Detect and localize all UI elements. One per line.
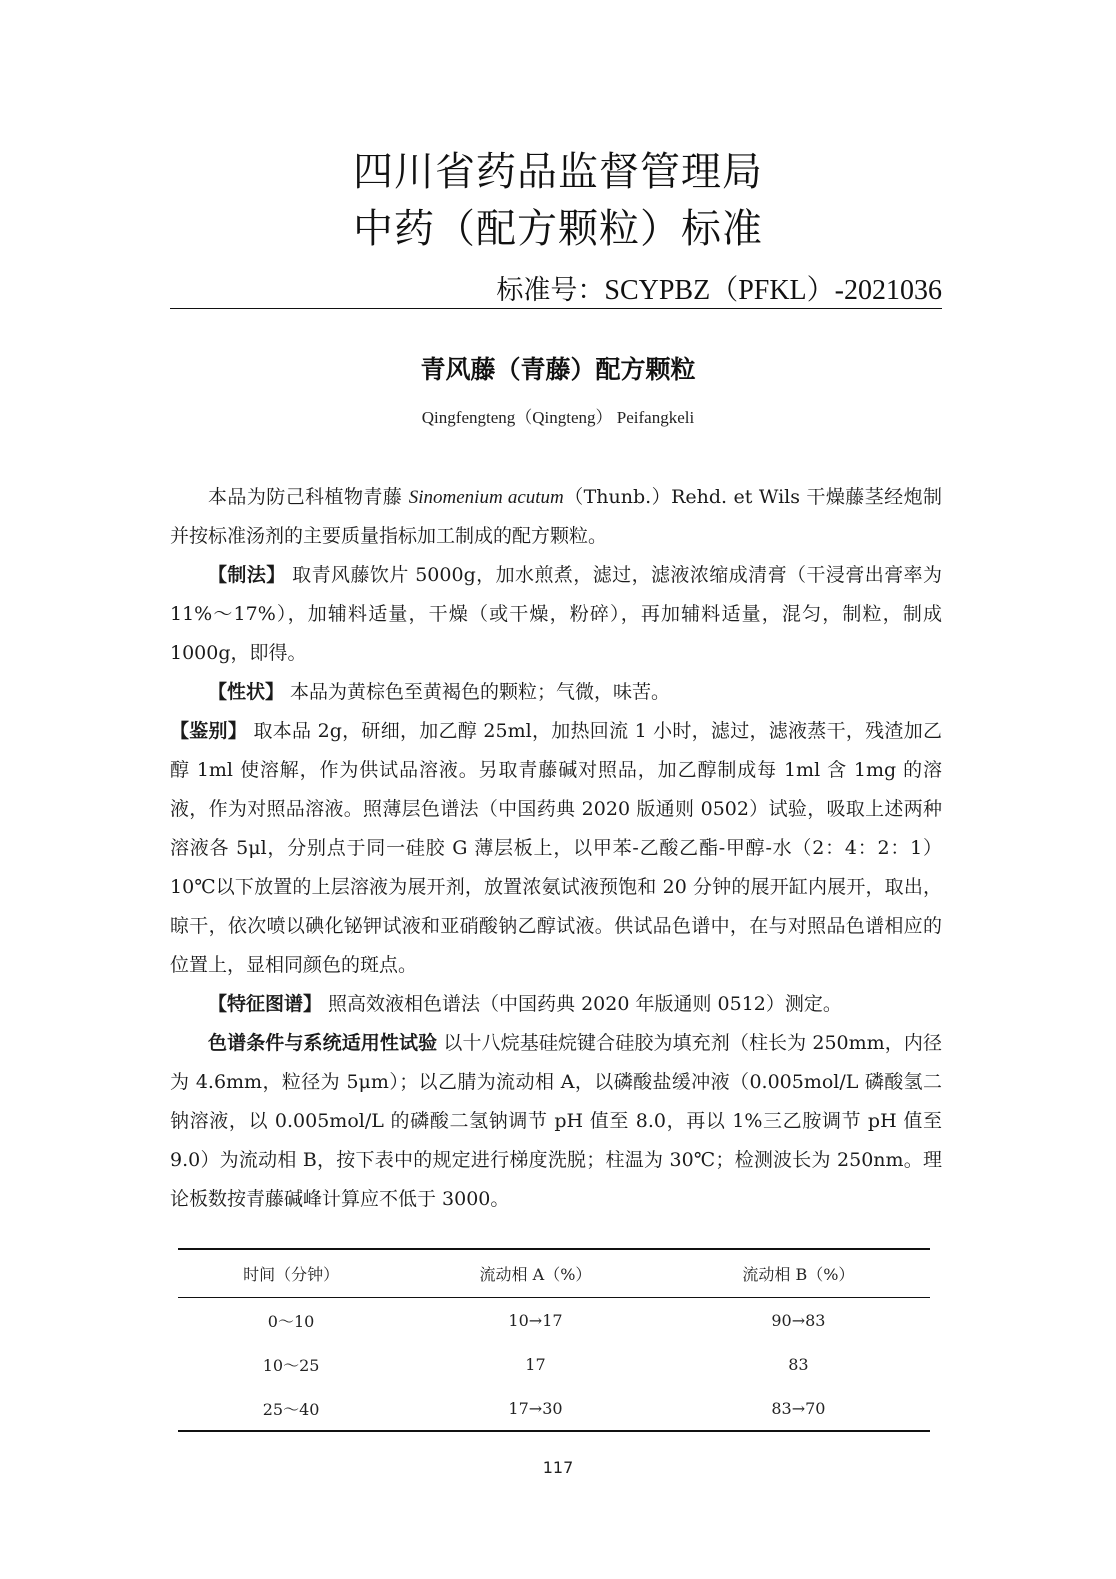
document-subtitle: Qingfengteng（Qingteng） Peifangkeli [421, 408, 695, 427]
page-number: 117 [542, 1458, 574, 1477]
table-cell: 83 [788, 1354, 809, 1374]
intro-text-start: 本品为防己科植物青藤 [208, 486, 409, 508]
document-title: 青风藤（青藤）配方颗粒 [420, 355, 696, 384]
fingerprint-text: 照高效液相色谱法（中国药典 2020 年版通则 0512）测定。 [322, 993, 842, 1015]
table-cell: 90→83 [771, 1310, 826, 1330]
table-header-mobile-phase-b: 流动相 B（%） [667, 1249, 930, 1298]
description-text: 本品为黄棕色至黄褐色的颗粒；气微，味苦。 [284, 681, 671, 703]
identification-text: 取本品 2g，研细，加乙醇 25ml，加热回流 1 小时，滤过，滤液蒸干，残渣加乙醇 1ml 使溶解，作为供试品溶液。另取青藤碱对照品，加乙醇制成每 1ml 含 1mg 的溶液，作为对照品溶液。照薄层色谱法（中国药典 2020 版通则 0502）试验，吸取上述两种溶液各 5μl，分别点于同一硅胶 G 薄层板上，以甲苯-乙酸乙酯-甲醇-水（2：4：2：1）10℃以下放置的上层溶液为展开剂，放置浓氨试液预饱和 20 分钟的展开缸内展开，取出，晾干，依次喷以碘化铋钾试液和亚硝酸钠乙醇试液。供试品色谱中，在与对照品色谱相应的位置上，显相同颜色的斑点。 [170, 720, 942, 976]
preparation-paragraph [170, 556, 942, 673]
chromatography-paragraph [170, 1024, 942, 1219]
table-cell: 25～40 [178, 1386, 404, 1431]
fingerprint-label: 【特征图谱】 [208, 993, 323, 1015]
standard-number: SCYPBZ（PFKL）-2021036 [604, 275, 942, 306]
table-cell: 0～10 [267, 1311, 315, 1331]
agency-title: 四川省药品监督管理局 [353, 149, 763, 195]
standard-category-title: 中药（配方颗粒）标准 [353, 206, 763, 252]
description-label: 【性状】 [208, 681, 285, 703]
table-cell: 83→70 [667, 1386, 930, 1431]
intro-paragraph [170, 478, 942, 556]
gradient-elution-table [178, 1248, 930, 1432]
description-paragraph [170, 673, 942, 712]
chromatography-label: 色谱条件与系统适用性试验 [208, 1032, 438, 1054]
table-row [178, 1342, 930, 1386]
identification-label: 【鉴别】 [170, 720, 248, 742]
header-divider [170, 308, 942, 309]
identification-paragraph [170, 712, 942, 985]
fingerprint-paragraph [170, 985, 942, 1024]
table-row [178, 1386, 930, 1431]
standard-number-label: 标准号： [496, 275, 605, 306]
table-row [178, 1298, 930, 1343]
table-cell: 17 [525, 1354, 546, 1374]
table-header-mobile-phase-a: 流动相 A（%） [404, 1249, 667, 1298]
table-header-row [178, 1249, 930, 1298]
document-body [170, 478, 942, 1219]
latin-name: Sinomenium acutum [408, 487, 564, 508]
preparation-label: 【制法】 [208, 564, 286, 586]
table-cell: 10～25 [262, 1355, 320, 1375]
intro-text-end: （Thunb.）Rehd. et Wils 干燥藤茎经炮制并按标准汤剂的主要质量指标加工制成的配方颗粒。 [170, 486, 942, 547]
table-header-time: 时间（分钟） [178, 1249, 404, 1298]
table-cell: 10→17 [508, 1310, 563, 1330]
table-cell: 17→30 [404, 1386, 667, 1431]
chromatography-text: 以十八烷基硅烷键合硅胶为填充剂（柱长为 250mm，内径为 4.6mm，粒径为 5μm）；以乙腈为流动相 A，以磷酸盐缓冲液（0.005mol/L 磷酸氢二钠溶液，以 0.005mol/L 的磷酸二氢钠调节 pH 值至 8.0，再以 1%三乙胺调节 pH 值至 9.0）为流动相 B，按下表中的规定进行梯度洗脱；柱温为 30℃；检测波长为 250nm。理论板数按青藤碱峰计算应不低于 3000。 [170, 1032, 942, 1210]
standard-number-line [496, 268, 942, 308]
preparation-text: 取青风藤饮片 5000g，加水煎煮，滤过，滤液浓缩成清膏（干浸膏出膏率为 11%～17%），加辅料适量，干燥（或干燥，粉碎），再加辅料适量，混匀，制粒，制成 1000g，即得。 [170, 564, 942, 664]
